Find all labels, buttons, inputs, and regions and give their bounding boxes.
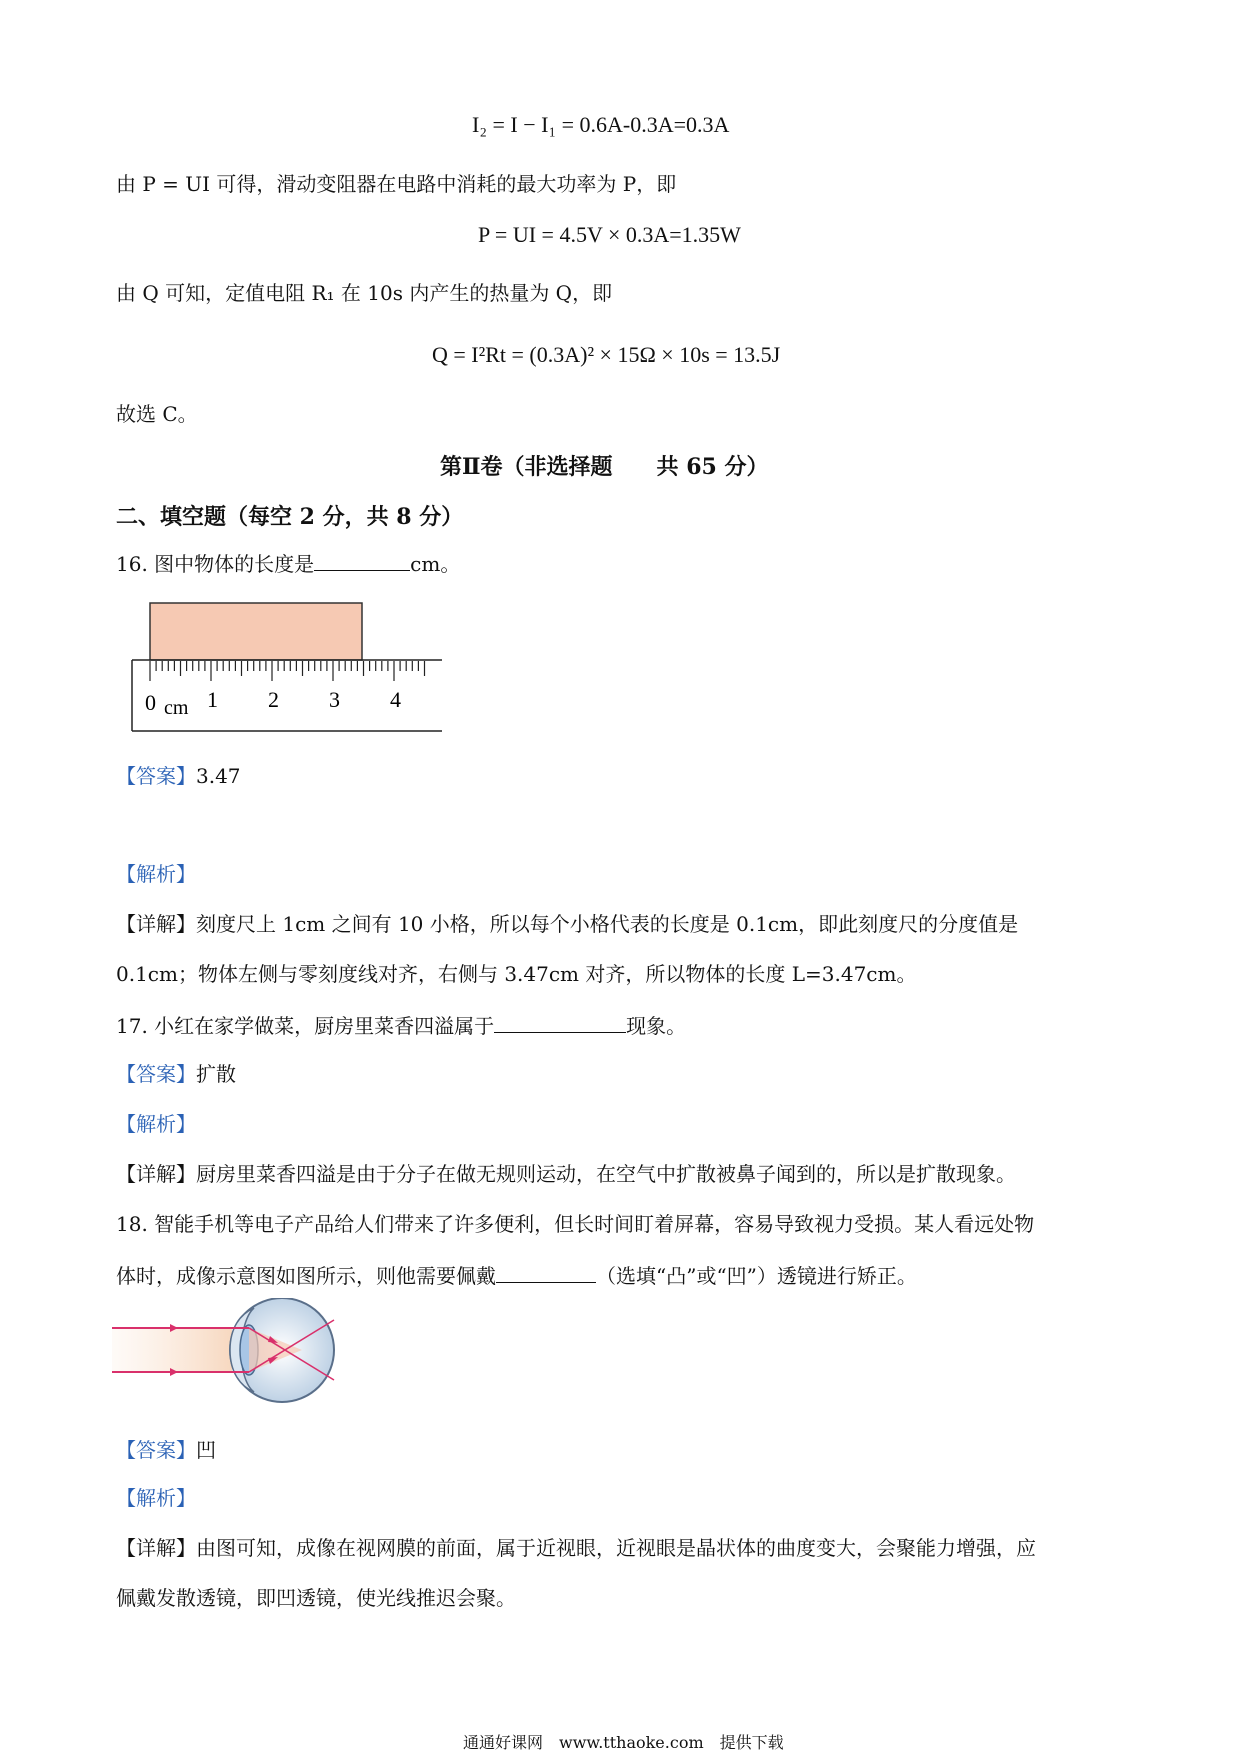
detail-18-line2: 佩戴发散透镜，即凹透镜，使光线推迟会聚。: [116, 1586, 516, 1610]
question-18-stem-a: 体时，成像示意图如图所示，则他需要佩戴: [116, 1264, 496, 1288]
question-16-stem-a: 16. 图中物体的长度是: [116, 552, 315, 576]
formula-current: I₂ = I − I₁ = 0.6A-0.3A=0.3A: [472, 112, 730, 137]
formula-heat: Q = I²Rt = (0.3A)² × 15Ω × 10s = 13.5J: [432, 342, 781, 367]
detail-text: 由图可知，成像在视网膜的前面，属于近视眼，近视眼是晶状体的曲度变大，会聚能力增强，应: [196, 1536, 1036, 1560]
ruler-ticks: [150, 661, 425, 681]
detail-tag: 【详解】: [116, 1536, 196, 1560]
question-17-stem: [116, 1012, 686, 1038]
light-beam: [112, 1328, 232, 1372]
answer-17: [116, 1062, 236, 1086]
answer-16: [116, 764, 241, 788]
measured-block: [150, 603, 362, 660]
answer-tag: 【答案】: [116, 1062, 196, 1086]
analysis-tag-18: 【解析】: [116, 1486, 196, 1510]
detail-text: 刻度尺上 1cm 之间有 10 小格，所以每个小格代表的长度是 0.1cm，即此刻度尺的分度值是: [196, 912, 1019, 936]
ruler-unit: cm: [164, 697, 189, 719]
answer-value: 凹: [196, 1438, 216, 1462]
question-18-line1: 18. 智能手机等电子产品给人们带来了许多便利，但长时间盯着屏幕，容易导致视力受损。某人看远处物: [116, 1212, 1035, 1236]
paragraph-power: 由 P = UI 可得，滑动变阻器在电路中消耗的最大功率为 P，即: [116, 172, 677, 196]
answer-tag: 【答案】: [116, 764, 196, 788]
paragraph-heat: 由 Q 可知，定值电阻 R₁ 在 10s 内产生的热量为 Q，即: [116, 281, 613, 305]
analysis-tag-16: 【解析】: [116, 862, 196, 886]
detail-16-line1: [116, 912, 1018, 936]
question-18-line2: [116, 1262, 917, 1288]
formula-power: P = UI = 4.5V × 0.3A=1.35W: [478, 222, 741, 247]
answer-blank: [314, 550, 410, 571]
ruler-label-2: 2: [268, 687, 279, 712]
detail-18-line1: [116, 1536, 1036, 1560]
eye-diagram: [112, 1298, 352, 1423]
subsection-title: 二、填空题（每空 2 分，共 8 分）: [116, 504, 464, 530]
answer-blank: [496, 1262, 596, 1283]
question-17-stem-a: 17. 小红在家学做菜，厨房里菜香四溢属于: [116, 1014, 495, 1038]
answer-value: 3.47: [196, 764, 241, 788]
ruler-label-1: 1: [207, 687, 218, 712]
ruler-label-4: 4: [390, 687, 401, 712]
detail-tag: 【详解】: [116, 1162, 196, 1186]
paragraph-choice: 故选 C。: [116, 402, 198, 426]
answer-18: [116, 1438, 216, 1462]
detail-16-line2: 0.1cm；物体左侧与零刻度线对齐，右侧与 3.47cm 对齐，所以物体的长度 L=3.47cm。: [116, 962, 917, 986]
ruler-label-0: 0: [145, 690, 156, 715]
section-title: 第Ⅱ卷（非选择题 共 65 分）: [440, 454, 769, 480]
detail-text: 厨房里菜香四溢是由于分子在做无规则运动，在空气中扩散被鼻子闻到的，所以是扩散现象。: [196, 1162, 1016, 1186]
question-18-stem-b: （选填“凸”或“凹”）透镜进行矫正。: [596, 1264, 917, 1288]
answer-blank: [494, 1012, 626, 1033]
answer-tag: 【答案】: [116, 1438, 196, 1462]
detail-17-line1: [116, 1162, 1016, 1186]
analysis-tag-17: 【解析】: [116, 1112, 196, 1136]
page-footer[interactable]: 通通好课网 www.tthaoke.com 提供下载: [463, 1733, 784, 1752]
ruler-figure: [120, 595, 450, 735]
question-17-stem-b: 现象。: [626, 1014, 687, 1038]
detail-tag: 【详解】: [116, 912, 196, 936]
ruler-label-3: 3: [329, 687, 340, 712]
answer-value: 扩散: [196, 1062, 236, 1086]
question-16-stem: [116, 550, 460, 576]
question-16-stem-b: cm。: [410, 552, 461, 576]
